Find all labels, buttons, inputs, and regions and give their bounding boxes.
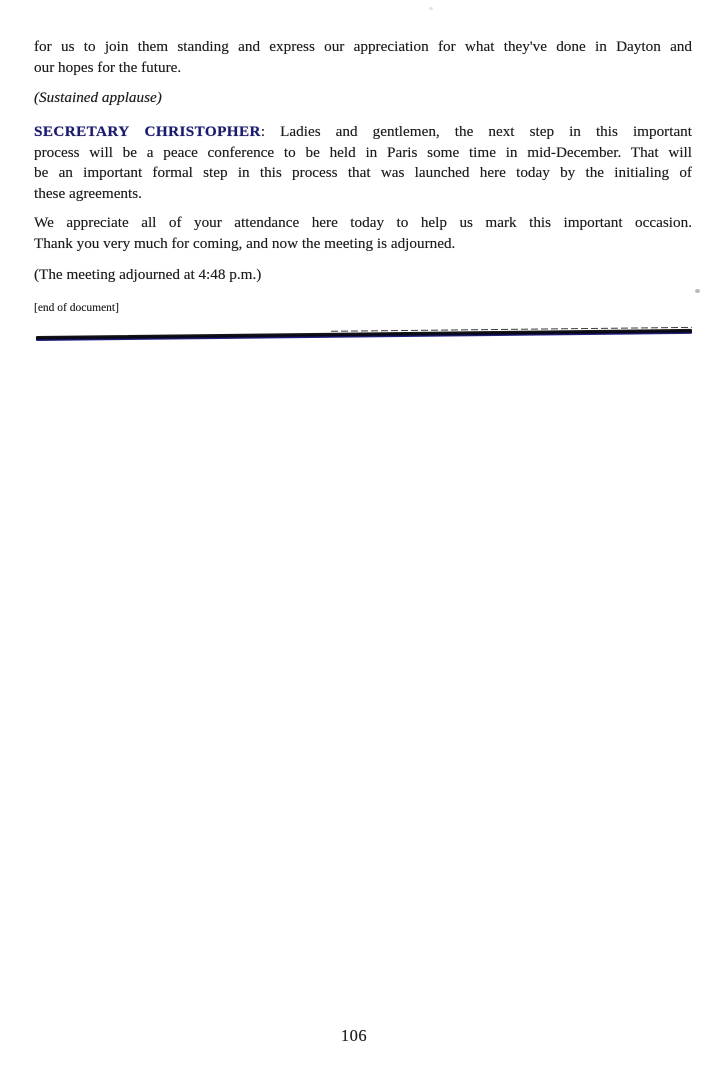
speaker-name: SECRETARY CHRISTOPHER bbox=[34, 123, 261, 140]
text-line bbox=[34, 122, 692, 143]
horizontal-rule bbox=[36, 329, 692, 341]
scan-artifact-speck-top bbox=[429, 7, 433, 10]
scan-artifact-speck-right bbox=[695, 289, 700, 293]
paragraph-continuation bbox=[34, 37, 692, 78]
page-number: 106 bbox=[340, 1026, 368, 1045]
paragraph-we-appreciate bbox=[34, 213, 692, 254]
stage-direction-applause: (Sustained applause) bbox=[34, 89, 162, 106]
speaker-line-remainder: : Ladies and gentlemen, the next step in this important bbox=[260, 123, 692, 140]
end-of-document-marker: [end of document] bbox=[34, 302, 119, 314]
paragraph-secretary-christopher bbox=[34, 122, 692, 204]
text-line: be an important formal step in this process that was launched here today by the initialing of bbox=[34, 164, 692, 181]
text-line: Thank you very much for coming, and now the meeting is adjourned. bbox=[34, 234, 456, 252]
text-line: our hopes for the future. bbox=[34, 58, 182, 76]
stage-direction-adjournment: (The meeting adjourned at 4:48 p.m.) bbox=[34, 266, 262, 283]
text-line: these agreements. bbox=[34, 184, 142, 202]
text-line: for us to join them standing and express our appreciation for what they've done in Dayton and bbox=[34, 38, 692, 55]
text-line: process will be a peace conference to be held in Paris some time in mid-December. That will bbox=[34, 143, 692, 161]
text-line: We appreciate all of your attendance here today to help us mark this important occasion. bbox=[34, 214, 692, 231]
